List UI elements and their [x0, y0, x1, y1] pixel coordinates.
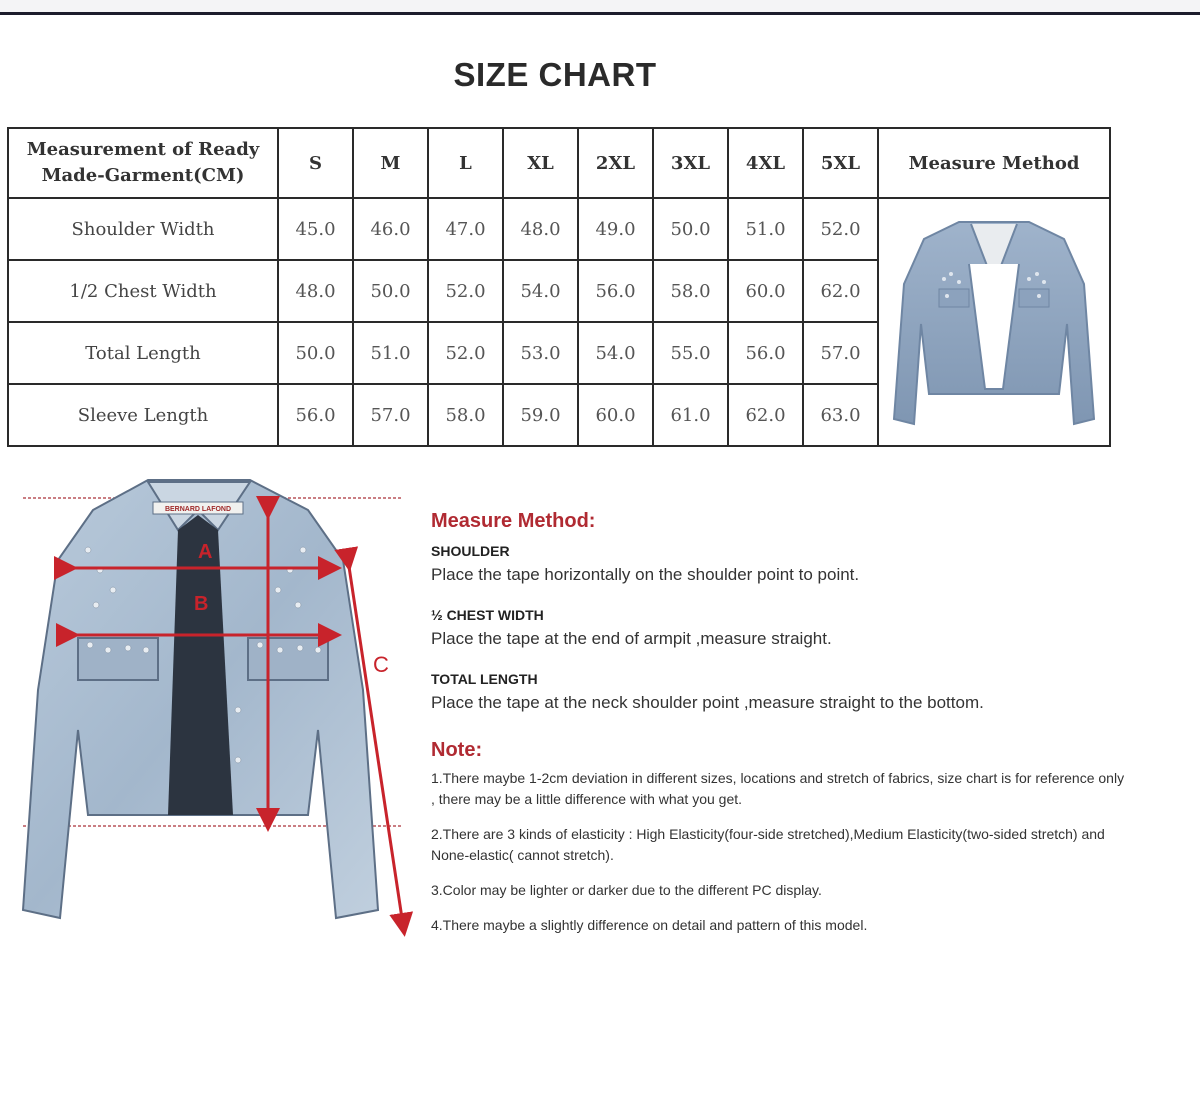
chest-width-text: Place the tape at the end of armpit ,measure straight. — [431, 629, 832, 648]
size-header: 4XL — [728, 128, 803, 198]
page-title: SIZE CHART — [453, 56, 657, 93]
table-cell: 56.0 — [278, 384, 353, 446]
note-item: 4.There maybe a slightly difference on detail and pattern of this model. — [431, 917, 868, 933]
jacket-photo-image — [889, 204, 1099, 440]
jacket-measure-diagram — [18, 470, 418, 950]
table-cell: 61.0 — [653, 384, 728, 446]
chest-width-label: ½ CHEST WIDTH — [431, 607, 544, 623]
table-cell: 50.0 — [278, 322, 353, 384]
size-header: XL — [503, 128, 578, 198]
table-cell: 57.0 — [353, 384, 428, 446]
table-cell: 59.0 — [503, 384, 578, 446]
size-header: L — [428, 128, 503, 198]
table-header-row — [8, 128, 1110, 198]
table-cell: 54.0 — [578, 322, 653, 384]
table-cell: 62.0 — [803, 260, 878, 322]
shoulder-text: Place the tape horizontally on the shoulder point to point. — [431, 565, 860, 584]
measure-method-heading: Measure Method: — [431, 510, 596, 532]
table-cell: 53.0 — [503, 322, 578, 384]
measurement-header — [8, 128, 278, 198]
size-header: M — [353, 128, 428, 198]
size-chart-table — [7, 127, 1111, 447]
table-cell: 63.0 — [803, 384, 878, 446]
measure-method-section — [431, 510, 1131, 936]
measurement-header-line1: Measurement of Ready — [26, 139, 260, 160]
table-cell: 51.0 — [353, 322, 428, 384]
note-item: 2.There are 3 kinds of elasticity : High Elasticity(four-side stretched),Medium Elasticity(two-sided stretch) and None-elastic( cannot stretch). — [431, 826, 1105, 863]
table-cell: 48.0 — [278, 260, 353, 322]
jacket-diagram-image — [18, 470, 418, 950]
measurement-header-line2: Made-Garment(CM) — [41, 165, 245, 186]
label-c: C — [373, 652, 389, 677]
total-length-label: TOTAL LENGTH — [431, 671, 538, 687]
row-label: Sleeve Length — [8, 384, 278, 446]
table-cell: 51.0 — [728, 198, 803, 260]
row-label: Shoulder Width — [8, 198, 278, 260]
table-cell: 52.0 — [428, 322, 503, 384]
table-cell: 58.0 — [653, 260, 728, 322]
table-cell: 56.0 — [578, 260, 653, 322]
table-cell: 48.0 — [503, 198, 578, 260]
table-cell: 57.0 — [803, 322, 878, 384]
method-header: Measure Method — [878, 128, 1110, 198]
note-item: 1.There maybe 1-2cm deviation in different sizes, locations and stretch of fabrics, size chart is for reference only , there may be a little difference with what you get. — [431, 770, 1125, 807]
jacket-tag: BERNARD LAFOND — [164, 506, 232, 513]
table-cell: 56.0 — [728, 322, 803, 384]
row-label: Total Length — [8, 322, 278, 384]
top-border — [0, 0, 1200, 15]
label-a: A — [198, 541, 213, 563]
total-length-text: Place the tape at the neck shoulder point ,measure straight to the bottom. — [431, 693, 984, 712]
size-header: 2XL — [578, 128, 653, 198]
table-cell: 46.0 — [353, 198, 428, 260]
table-cell: 60.0 — [578, 384, 653, 446]
jacket-photo — [878, 198, 1110, 446]
table-cell: 45.0 — [278, 198, 353, 260]
table-cell: 49.0 — [578, 198, 653, 260]
table-cell: 62.0 — [728, 384, 803, 446]
table-cell: 52.0 — [428, 260, 503, 322]
size-header: 5XL — [803, 128, 878, 198]
table-cell: 60.0 — [728, 260, 803, 322]
table-cell: 47.0 — [428, 198, 503, 260]
size-header: 3XL — [653, 128, 728, 198]
table-cell: 55.0 — [653, 322, 728, 384]
note-heading: Note: — [431, 739, 483, 761]
size-header: S — [278, 128, 353, 198]
label-b: B — [194, 593, 209, 615]
table-cell: 50.0 — [353, 260, 428, 322]
table-row — [8, 198, 1110, 260]
table-cell: 58.0 — [428, 384, 503, 446]
note-item: 3.Color may be lighter or darker due to the different PC display. — [431, 882, 822, 898]
table-cell: 50.0 — [653, 198, 728, 260]
shoulder-label: SHOULDER — [431, 543, 510, 559]
table-cell: 54.0 — [503, 260, 578, 322]
table-cell: 52.0 — [803, 198, 878, 260]
row-label: 1/2 Chest Width — [8, 260, 278, 322]
